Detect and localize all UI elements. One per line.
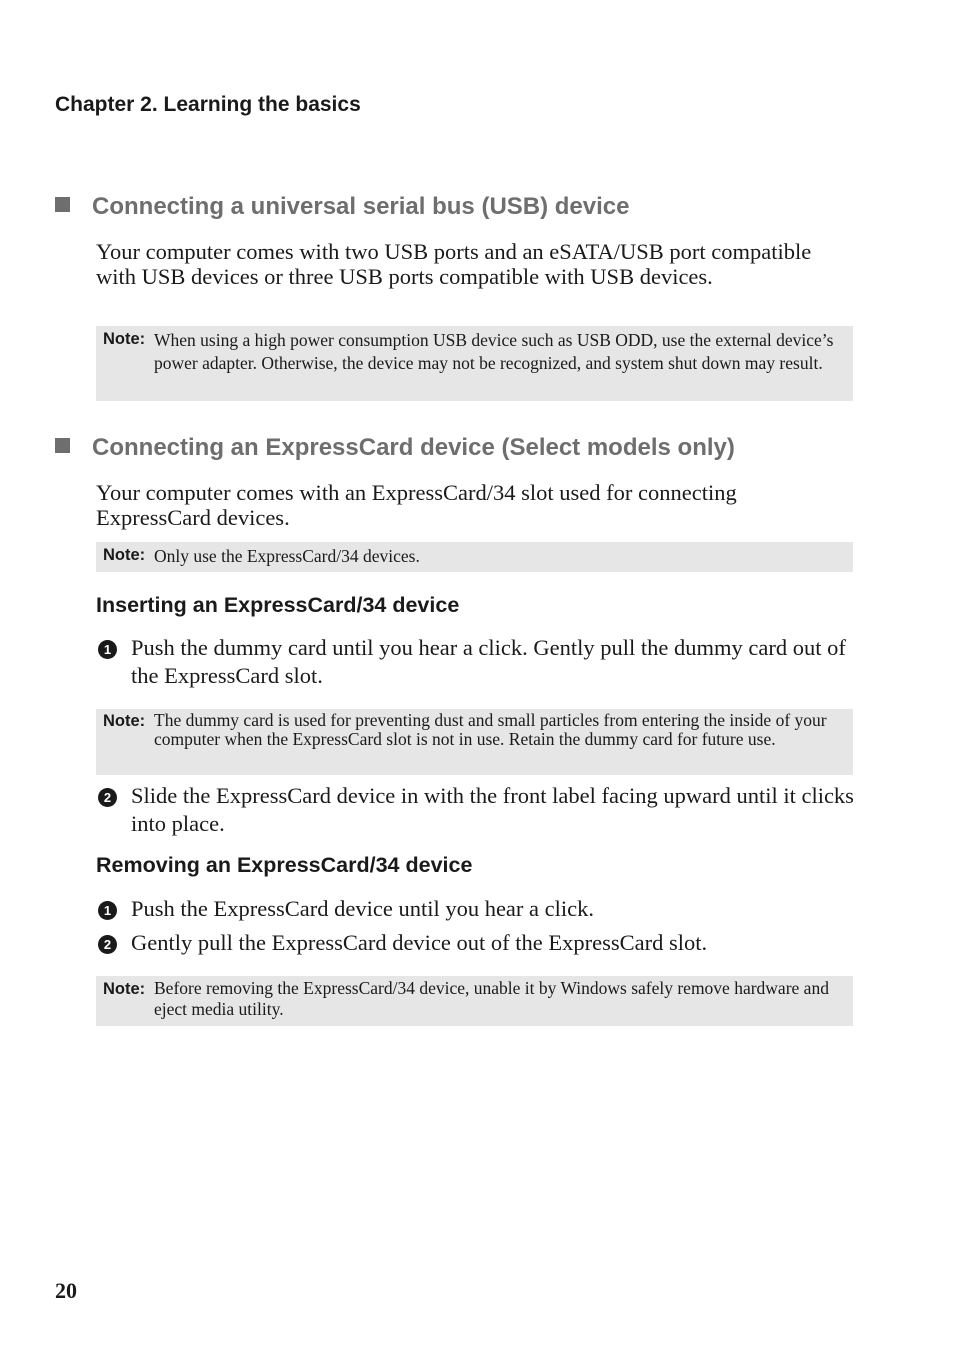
step-text: Gently pull the ExpressCard device out of the ExpressCard slot. bbox=[131, 930, 708, 955]
note-text: When using a high power consumption USB device such as USB ODD, use the external device’s power adapter. Otherwise, the device may not be recognized, and system shut down may result. bbox=[154, 330, 834, 373]
step-number-icon: 1 bbox=[98, 901, 117, 920]
section-heading-expresscard bbox=[55, 434, 735, 462]
step-text: Push the ExpressCard device until you hear a click. bbox=[131, 896, 594, 921]
note-label: Note: bbox=[103, 330, 146, 348]
note-dummy-card bbox=[96, 709, 853, 775]
step-number-icon: 1 bbox=[98, 640, 117, 659]
page-number: 20 bbox=[55, 1278, 77, 1303]
section-heading-usb-text: Connecting a universal serial bus (USB) device bbox=[92, 193, 630, 220]
note-label: Note: bbox=[103, 546, 146, 564]
subheading-inserting: Inserting an ExpressCard/34 device bbox=[96, 593, 460, 617]
note-label: Note: bbox=[103, 980, 146, 998]
step-number-icon: 2 bbox=[98, 788, 117, 807]
step-text: Push the dummy card until you hear a click. Gently pull the dummy card out of the ExpressCard slot. bbox=[131, 635, 846, 688]
section-usb-body: Your computer comes with two USB ports and an eSATA/USB port compatible with USB devices or three USB ports compatible with USB devices. bbox=[96, 239, 812, 289]
subheading-removing: Removing an ExpressCard/34 device bbox=[96, 853, 473, 877]
note-text: Only use the ExpressCard/34 devices. bbox=[154, 546, 420, 566]
square-bullet-icon bbox=[55, 438, 70, 453]
section-heading-expresscard-text: Connecting an ExpressCard device (Select models only) bbox=[92, 434, 735, 461]
note-text: Before removing the ExpressCard/34 device, unable it by Windows safely remove hardware and eject media utility. bbox=[154, 978, 829, 1019]
chapter-title: Chapter 2. Learning the basics bbox=[55, 93, 361, 116]
step-number-icon: 2 bbox=[98, 935, 117, 954]
note-text: The dummy card is used for preventing dust and small particles from entering the inside of your computer when the ExpressCard slot is not in use. Retain the dummy card for future use. bbox=[154, 710, 827, 749]
note-expresscard bbox=[96, 542, 853, 572]
step-text: Slide the ExpressCard device in with the front label facing upward until it clicks into place. bbox=[131, 783, 854, 836]
section-expresscard-body: Your computer comes with an ExpressCard/34 slot used for connecting ExpressCard devices. bbox=[96, 480, 737, 530]
note-label: Note: bbox=[103, 712, 146, 730]
square-bullet-icon bbox=[55, 197, 70, 212]
section-heading-usb bbox=[55, 193, 630, 221]
note-usb bbox=[96, 326, 853, 401]
note-removing bbox=[96, 976, 853, 1026]
